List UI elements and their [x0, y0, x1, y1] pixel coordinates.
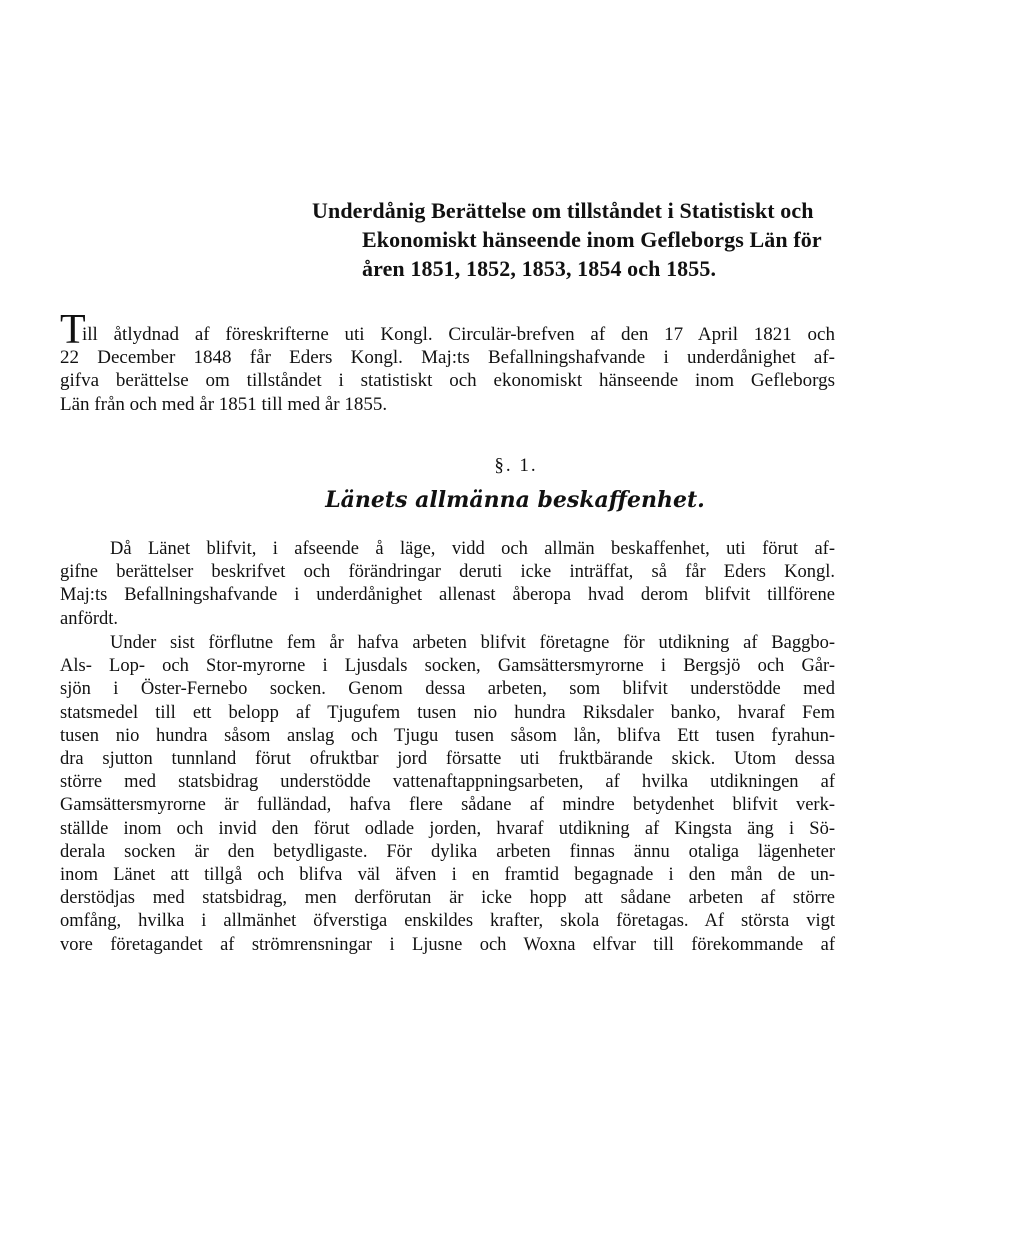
intro-line: 22 December 1848 får Eders Kongl. Maj:ts Befallningshafvande i underdånighet af-: [60, 347, 835, 369]
paragraph-line: sjön i Öster-Fernebo socken. Genom dessa arbeten, som blifvit understödde med: [60, 679, 835, 700]
paragraph-line: Maj:ts Befallningshafvande i underdånighet allenast åberopa hvad derom blifvit tillförene: [60, 585, 835, 606]
paragraph-2: [60, 632, 835, 957]
title-line-1: Underdånig Berättelse om tillståndet i Statistiskt och: [312, 198, 814, 223]
title-line-2: Ekonomiskt hänseende inom Gefleborgs Län för: [362, 227, 822, 252]
paragraph-line: vore företagandet af strömrensningar i Ljusne och Woxna elfvar till förekommande af: [60, 934, 835, 955]
paragraph-line: Under sist förflutne fem år hafva arbeten blifvit företagne för utdikning af Baggbo-: [110, 633, 835, 653]
intro-line: Län från och med år 1851 till med år 1855.: [60, 393, 388, 415]
section-heading: Länets allmänna beskaffenhet.: [325, 487, 705, 513]
paragraph-line: anfördt.: [60, 608, 119, 629]
paragraph-line: derstödjas med statsbidrag, men derförutan är icke hopp att sådane arbeten af större: [60, 888, 835, 909]
paragraph-1: [60, 538, 835, 631]
intro-line: gifva berättelse om tillståndet i statistiskt och ekonomiskt hänseende inom Gefleborgs: [60, 370, 835, 392]
paragraph-line: ställde inom och invid den förut odlade jorden, hvaraf utdikning af Kingsta äng i Sö-: [60, 818, 835, 839]
drop-cap: T: [60, 307, 86, 353]
paragraph-line: Als- Lop- och Stor-myrorne i Ljusdals socken, Gamsättersmyrorne i Bergsjö och Går-: [60, 656, 835, 677]
paragraph-line: större med statsbidrag understödde vattenaftappningsarbeten, af hvilka utdikningen af: [60, 772, 835, 793]
paragraph-line: dra sjutton tunnland förut ofruktbar jord försatte uti fruktbärande skick. Utom dessa: [60, 749, 835, 770]
document-title: [312, 196, 852, 283]
section-number: §. 1.: [494, 455, 538, 476]
intro-line-text: ill åtlydnad af föreskrifterne uti Kongl. Circulär-brefven af den 17 April 1821 och: [82, 324, 835, 345]
paragraph-line: derala socken är den betydligaste. För dylika arbeten finnas ännu otaliga lägenheter: [60, 841, 835, 862]
paragraph-line: omfång, hvilka i allmänhet öfverstiga enskildes krafter, skola företagas. Af största vigt: [60, 911, 835, 932]
title-line-3: åren 1851, 1852, 1853, 1854 och 1855.: [362, 256, 717, 281]
paragraph-line: inom Länet att tillgå och blifva väl äfven i en framtid begagnade i den mån de un-: [60, 865, 835, 886]
paragraph-line: statsmedel till ett belopp af Tjugufem tusen nio hundra Riksdaler banko, hvaraf Fem: [60, 702, 835, 723]
intro-line: [60, 307, 835, 353]
intro-paragraph: [60, 307, 835, 416]
paragraph-line: Då Länet blifvit, i afseende å läge, vidd och allmän beskaffenhet, uti förut af-: [110, 539, 835, 559]
paragraph-line: tusen nio hundra såsom anslag och Tjugu tusen såsom lån, blifva Ett tusen fyrahun-: [60, 725, 835, 746]
paragraph-line: Gamsättersmyrorne är fulländad, hafva flere sådane af mindre betydenhet blifvit verk-: [60, 795, 835, 816]
paragraph-line: gifne berättelser beskrifvet och förändringar deruti icke inträffat, så får Eders Kongl.: [60, 562, 835, 583]
